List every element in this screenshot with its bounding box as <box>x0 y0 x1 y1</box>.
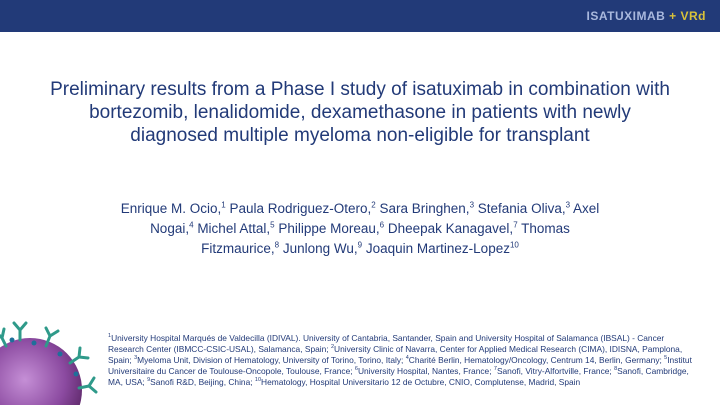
author-affiliation-number: 3 <box>469 200 475 210</box>
affiliation-number: 2 <box>330 344 335 351</box>
affiliation-list <box>108 333 698 388</box>
author-affiliation-number: 2 <box>371 200 376 210</box>
drug-regimen-tag <box>587 9 706 23</box>
affiliation-text: Hematology, Hospital Universitario 12 de Octubre, CNIO, Complutense, Madrid, Spain <box>261 377 581 387</box>
affiliation-number: 8 <box>614 366 618 373</box>
author-affiliation-number: 3 <box>565 200 571 210</box>
affiliation-text: University Hospital Marqués de Valdecilla (IDIVAL). University of Cantabria, Santander, Spain and University Hospital of Salamanca (IBSAL) - Cancer Research Center (IBMCC-CSIC-USAL), Salamanca, Spain; <box>108 333 665 354</box>
affiliation-number: 4 <box>405 355 409 362</box>
author-affiliation-number: 4 <box>189 220 194 230</box>
author-name: Thomas Fitzmaurice, <box>201 221 570 256</box>
affiliation-text: Sanofi R&D, Beijing, China; <box>150 377 255 387</box>
author-name: Philippe Moreau, <box>278 221 380 236</box>
affiliation-number: 9 <box>147 377 151 384</box>
affiliation-text: Charité Berlin, Hematology/Oncology, Centrum 14, Berlin, Germany; <box>408 355 665 365</box>
author-affiliation-number: 10 <box>509 240 519 250</box>
regimen-name: VRd <box>680 9 706 23</box>
affiliation-text: Sanofi, Vitry-Alfortville, France; <box>496 366 615 376</box>
author-name: Sara Bringhen, <box>379 201 470 216</box>
author-affiliation-number: 1 <box>221 200 226 210</box>
affiliation-text: Institut Universitaire du Cancer de Toulouse-Oncopole, Toulouse, France; <box>108 355 692 376</box>
affiliation-number: 3 <box>134 355 138 362</box>
author-affiliation-number: 5 <box>270 220 275 230</box>
affiliation-text: Sanofi, Cambridge, MA, USA; <box>108 366 689 387</box>
author-affiliation-number: 8 <box>274 240 280 250</box>
author-name: Dheepak Kanagavel, <box>387 221 514 236</box>
affiliation-number: 6 <box>354 366 358 373</box>
author-name: Junlong Wu, <box>282 241 358 256</box>
author-affiliation-number: 9 <box>357 240 363 250</box>
author-list <box>110 199 610 259</box>
author-name: Joaquin Martinez-Lopez <box>365 241 510 256</box>
plus-sign: + <box>669 9 677 23</box>
author-name: Enrique M. Ocio, <box>120 201 222 216</box>
affiliation-number: 7 <box>493 366 497 373</box>
author-affiliation-number: 6 <box>379 220 385 230</box>
affiliation-text: University Clinic of Navarra, Center for Applied Medical Research (CIMA), IDISNA, Pamplona, Spain; <box>108 344 683 365</box>
affiliation-text: Myeloma Unit, Division of Hematology, University of Torino, Torino, Italy; <box>137 355 406 365</box>
affiliation-number: 5 <box>664 355 668 362</box>
affiliation-text: University Hospital, Nantes, France; <box>357 366 494 376</box>
author-name: Stefania Oliva, <box>477 201 566 216</box>
slide-title: Preliminary results from a Phase I study of isatuximab in combination with bortezomib, lenalidomide, dexamethasone in patients with newly diagnosed multiple myeloma non-eligible for transplant <box>50 79 670 146</box>
header-bar <box>0 0 720 32</box>
myeloma-cell-antibody-icon <box>0 318 110 405</box>
author-affiliation-number: 7 <box>513 220 518 230</box>
drug-name: ISATUXIMAB <box>586 9 666 23</box>
author-name: Axel Nogai, <box>150 201 600 236</box>
cell-body <box>0 338 82 405</box>
author-name: Michel Attal, <box>197 221 271 236</box>
affiliation-number: 1 <box>108 333 112 340</box>
author-name: Paula Rodriguez-Otero, <box>229 201 372 216</box>
affiliation-number: 10 <box>254 377 262 384</box>
